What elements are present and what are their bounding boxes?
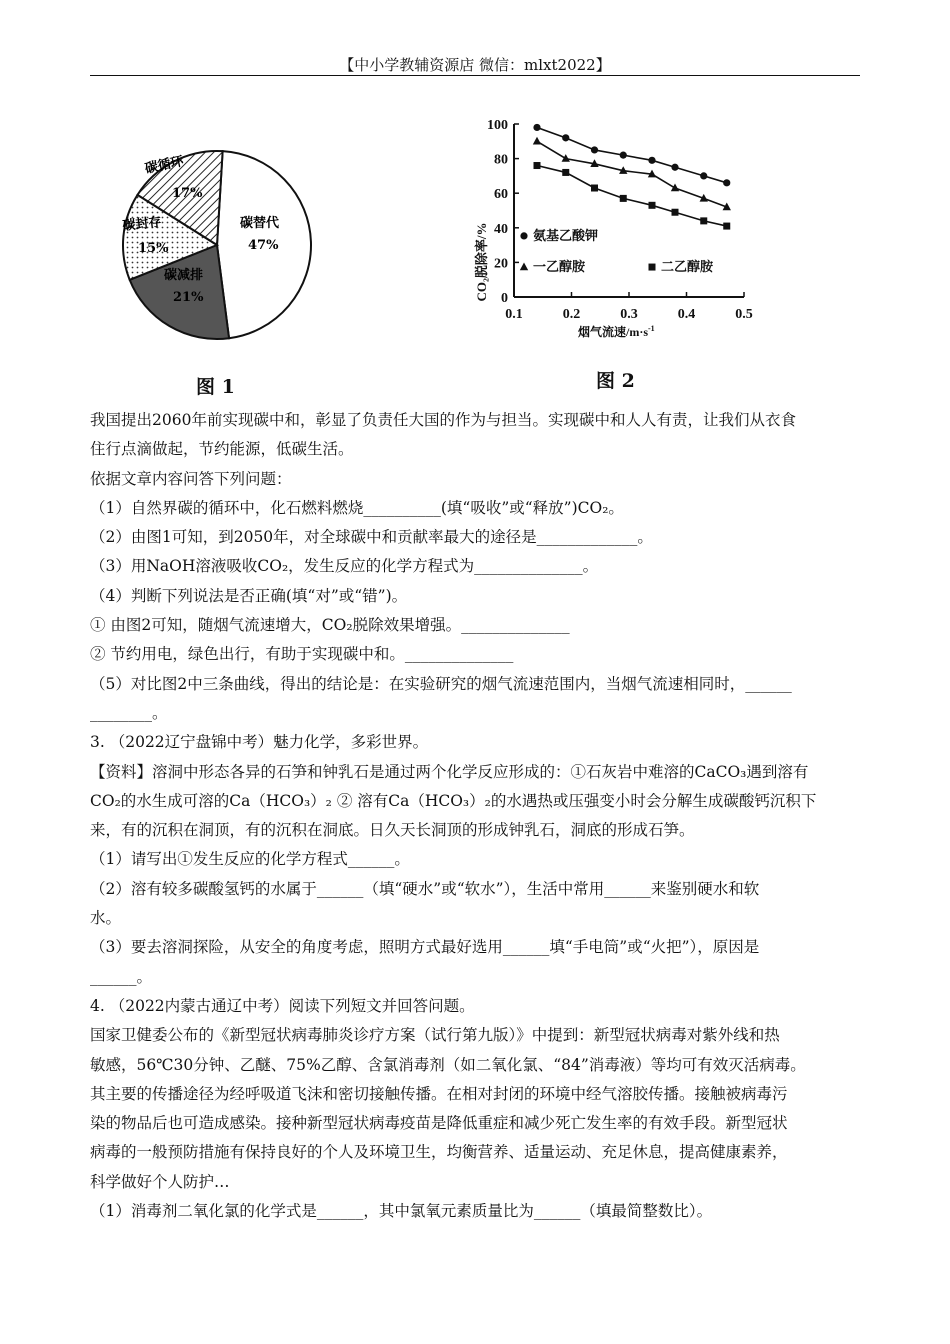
figure2-line-chart [462, 112, 762, 352]
text-line: （1）消毒剂二氧化氯的化学式是______，其中氯氧元素质量比为______（填最简整数比）。 [90, 1202, 713, 1221]
chart-point-square [562, 169, 569, 176]
text-line: 病毒的一般预防措施有保持良好的个人及环境卫生，均衡营养、适量运动、充足休息，提高健康素养， [90, 1143, 788, 1162]
text-line: ______。 [90, 967, 153, 986]
pie-percent-carbon-substitution: 47% [248, 238, 279, 253]
text-line: 来，有的沉积在洞顶，有的沉积在洞底。日久天长洞顶的形成钟乳石，洞底的形成石笋。 [90, 821, 695, 840]
chart-point-triangle [671, 184, 679, 192]
chart-x-tick-label: 0.2 [562, 307, 581, 322]
chart-point-triangle [562, 154, 570, 162]
pie-label-carbon-reduction: 碳减排 [164, 268, 204, 283]
text-line: （2）溶有较多碳酸氢钙的水属于______（填“硬水”或“软水”），生活中常用______来鉴别硬水和软 [90, 879, 760, 898]
chart-point-circle [723, 179, 730, 186]
text-line: 国家卫健委公布的《新型冠状病毒肺炎诊疗方案（试行第九版）》中提到：新型冠状病毒对紫外线和热 [90, 1026, 780, 1045]
question-text [90, 406, 860, 1226]
chart-x-tick-label: 0.4 [677, 307, 696, 322]
legend-marker-square [649, 264, 656, 271]
text-line: ________。 [90, 703, 168, 722]
chart-point-square [700, 217, 707, 224]
chart-point-square [534, 162, 541, 169]
chart-point-circle [620, 152, 627, 159]
text-line: 敏感，56℃30分钟、乙醚、75%乙醇、含氯消毒剂（如二氧化氯、“84”消毒液）等均可有效灭活病毒。 [90, 1055, 806, 1074]
figure1-pie-chart [110, 145, 325, 345]
chart-point-square [620, 195, 627, 202]
chart-point-circle [591, 146, 598, 153]
text-line: 3. （2022辽宁盘锦中考）魅力化学，多彩世界。 [90, 733, 429, 752]
chart-y-tick-label: 0 [501, 291, 508, 306]
pie-label-carbon-cycle: 碳循环 [143, 154, 185, 177]
chart-point-triangle [533, 137, 541, 145]
text-line: 依据文章内容问答下列问题： [90, 469, 292, 488]
chart-y-tick-label: 60 [494, 187, 508, 203]
text-line: （3）要去溶洞探险，从安全的角度考虑，照明方式最好选用______填“手电筒”或“火把”），原因是 [90, 938, 760, 957]
figure2-caption: 图 2 [596, 370, 635, 392]
figure1-caption: 图 1 [196, 376, 235, 398]
legend-label: 氨基乙酸钾 [533, 227, 599, 243]
text-line: ① 由图2可知，随烟气流速增大，CO₂脱除效果增强。______________ [90, 616, 570, 635]
chart-y-tick-label: 20 [494, 256, 508, 272]
text-line: （3）用NaOH溶液吸收CO₂，发生反应的化学方程式为______________。 [90, 557, 599, 576]
text-line: ② 节约用电，绿色出行，有助于实现碳中和。______________ [90, 645, 514, 664]
text-line: （1）自然界碳的循环中，化石燃料燃烧__________(填“吸收”或“释放”)CO₂。 [90, 498, 624, 517]
chart-point-square [649, 202, 656, 209]
chart-point-square [672, 209, 679, 216]
text-line: 【资料】溶洞中形态各异的石笋和钟乳石是通过两个化学反应形成的：①石灰岩中难溶的CaCO₃遇到溶有 [90, 762, 809, 781]
header-rule [90, 75, 860, 76]
chart-y-tick-label: 80 [494, 152, 508, 168]
chart-point-circle [562, 134, 569, 141]
chart-point-square [723, 223, 730, 230]
text-line: （2）由图1可知，到2050年，对全球碳中和贡献率最大的途径是_____________。 [90, 528, 653, 547]
text-line: （1）请写出①发生反应的化学方程式______。 [90, 850, 410, 869]
text-line: 住行点滴做起，节约能源，低碳生活。 [90, 440, 354, 459]
chart-point-circle [648, 157, 655, 164]
legend-label: 二乙醇胺 [661, 259, 714, 275]
legend-label: 一乙醇胺 [533, 259, 586, 275]
text-line: 染的物品后也可造成感染。接种新型冠状病毒疫苗是降低重症和减少死亡发生率的有效手段。新型冠状 [90, 1114, 788, 1133]
chart-point-square [591, 185, 598, 192]
chart-point-circle [671, 164, 678, 171]
chart-x-tick-label: 0.1 [505, 307, 523, 322]
text-line: 我国提出2060年前实现碳中和，彰显了负责任大国的作为与担当。实现碳中和人人有责，让我们从衣食 [90, 411, 796, 429]
chart-x-tick-label: 0.3 [620, 307, 638, 322]
text-line: 科学做好个人防护… [90, 1172, 230, 1191]
text-line: 4. （2022内蒙古通辽中考）阅读下列短文并回答问题。 [90, 996, 475, 1015]
text-line: （5）对比图2中三条曲线，得出的结论是：在实验研究的烟气流速范围内，当烟气流速相同时，______ [90, 674, 792, 693]
legend-marker-triangle [520, 263, 528, 271]
chart-y-axis-label: CO₂脱除率/% [474, 222, 489, 302]
pie-percent-carbon-reduction: 21% [173, 290, 204, 305]
chart-point-circle [700, 172, 707, 179]
chart-point-circle [533, 124, 540, 131]
chart-x-axis-label: 烟气流速$/m\cdot s^{-1}$ [578, 324, 655, 339]
chart-y-tick-label: 40 [494, 221, 508, 237]
text-line: 水。 [90, 909, 122, 928]
pie-percent-carbon-cycle: 17% [172, 186, 203, 201]
pie-label-carbon-substitution: 碳替代 [240, 216, 280, 231]
text-line: 其主要的传播途径为经呼吸道飞沫和密切接触传播。在相对封闭的环境中经气溶胶传播。接触被病毒污 [90, 1084, 788, 1103]
legend-marker-circle [520, 232, 527, 239]
pie-percent-carbon-storage: 15% [138, 241, 169, 256]
chart-y-tick-label: 100 [487, 118, 508, 133]
text-line: CO₂的水生成可溶的Ca（HCO₃）₂ ② 溶有Ca（HCO₃）₂的水遇热或压强变小时会分解生成碳酸钙沉积下 [90, 791, 817, 810]
pie-label-carbon-storage: 碳封存 [121, 214, 163, 234]
text-line: （4）判断下列说法是否正确(填“对”或“错”)。 [90, 586, 408, 605]
chart-x-tick-label: 0.5 [735, 307, 753, 322]
page-header: 【中小学教辅资源店 微信：mlxt2022】 [339, 56, 611, 74]
